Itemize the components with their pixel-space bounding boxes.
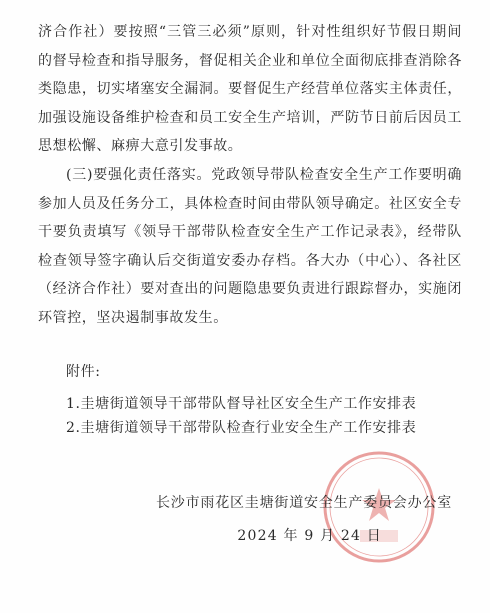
issue-date: 2024 年 9 月 24 日 <box>237 528 382 544</box>
body-paragraph-responsibility: (三)要强化责任落实。党政领导带队检查安全生产工作要明确参加人员及任务分工，具体检查时间由带队领导确定。社区安全专干要负责填写《领导干部带队检查安全生产工作记录表》，经带队检查领导签字确认后交街道安委办存档。各大办（中心）、各社区（经济合作社）要对查出的问题隐患要负责进行跟踪督办，实施闭环管控，坚决遏制事故发生。 <box>38 166 462 326</box>
attachments-heading: 附件: <box>66 364 101 380</box>
attachment-item-2: 2.圭塘街道领导干部带队检查行业安全生产工作安排表 <box>66 420 417 436</box>
attachments-section <box>66 360 466 440</box>
body-paragraph-continuation: 济合作社）要按照“三管三必须”原则，针对性组织好节假日期间的督导检查和指导服务，督促相关企业和单位全面彻底排查消除各类隐患，切实堵塞安全漏洞。要督促生产经营单位落实主体责任，加强设施设备维护检查和员工安全生产培训，严防节日前后因员工思想松懈、麻痹大意引发事故。 <box>38 24 462 155</box>
document-body <box>38 18 462 333</box>
issuing-organization: 长沙市雨花区圭塘街道安全生产委员会办公室 <box>156 495 452 511</box>
attachment-item-1: 1.圭塘街道领导干部带队督导社区安全生产工作安排表 <box>66 396 417 412</box>
